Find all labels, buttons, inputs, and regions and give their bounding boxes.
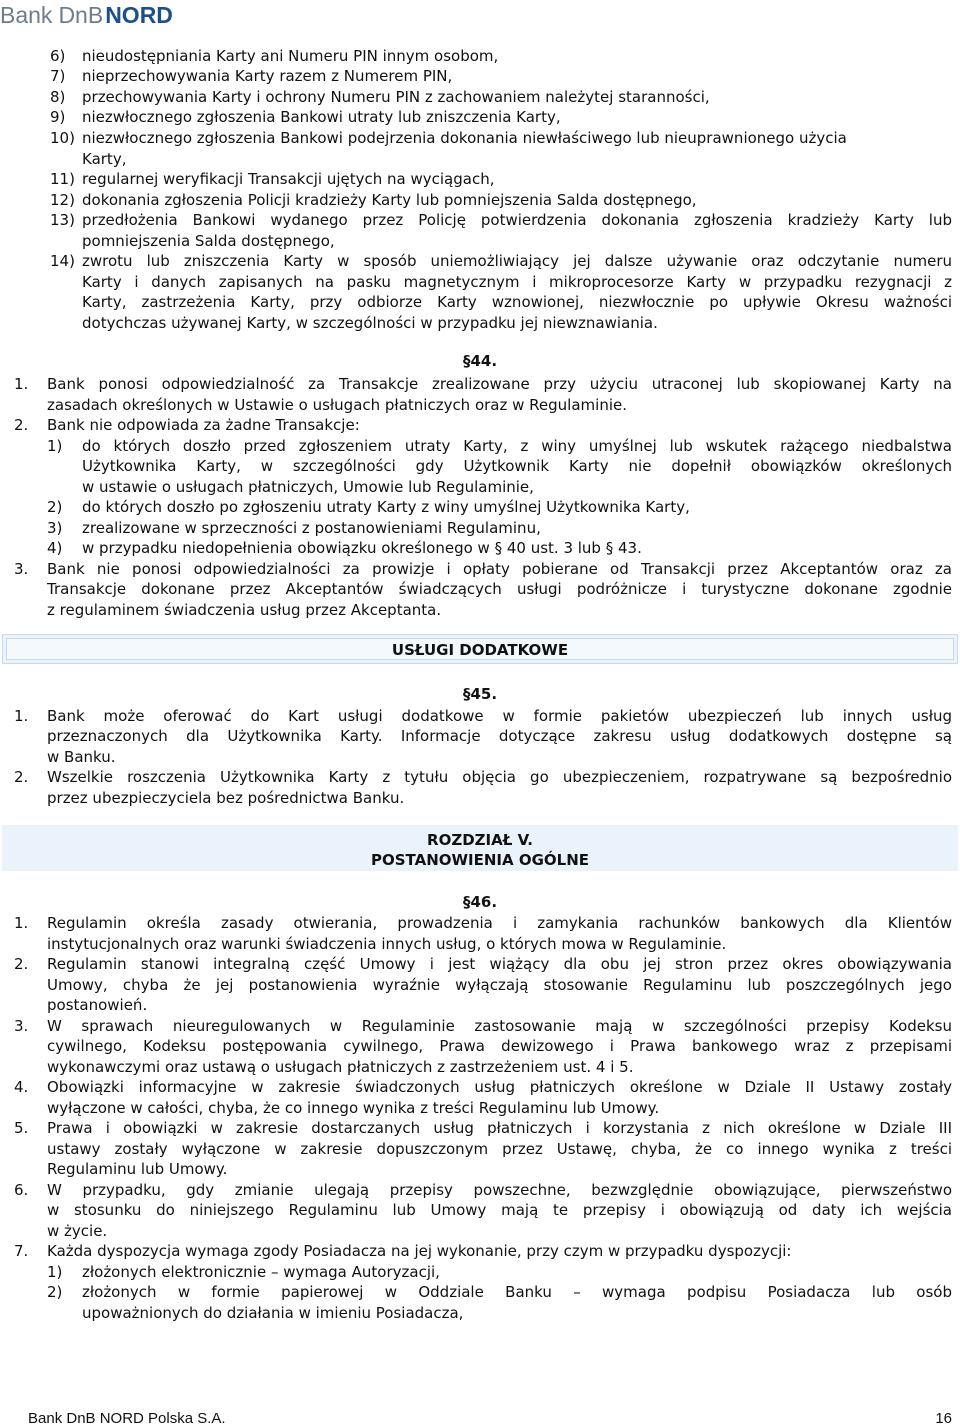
list-item-cont: Karty i danych zapisanych na pasku magnetycznym i mikroprocesorze Karty w przypadku rezygnacji z: [82, 273, 952, 291]
para-num: 4.: [14, 1078, 29, 1096]
logo-bank: Bank: [0, 2, 53, 28]
para-num: 5.: [14, 1119, 29, 1137]
list-item: niezwłocznego zgłoszenia Bankowi utraty lub zniszczenia Karty,: [82, 108, 561, 126]
list-item: Użytkownika Karty, w szczególności gdy Użytkownik Karty nie dopełnił obowiązków określonych: [82, 457, 952, 475]
list-item-cont: pomniejszenia Salda dostępnego,: [82, 232, 335, 250]
para-num: 1.: [14, 707, 29, 725]
para-num: 6.: [14, 1181, 29, 1199]
para-num: 3.: [14, 560, 29, 578]
text-part: 43.: [613, 539, 642, 557]
list-item: przedłożenia Bankowi wydanego przez Policję potwierdzenia dokonania zgłoszenia kradzieży Karty lub: [82, 211, 952, 229]
paragraph-line: w Banku.: [47, 748, 116, 766]
para-num: 2.: [14, 416, 29, 434]
text-part: 40 ust. 3 lub: [502, 539, 606, 557]
paragraph-line: Obowiązki informacyjne w zakresie świadczonych usług płatniczych określone w Dziale II Ustawy zostały: [47, 1078, 952, 1096]
list-item: złożonych w formie papierowej w Oddziale Banku – wymaga podpisu Posiadacza lub osób: [82, 1283, 952, 1301]
paragraph-line: przeznaczonych dla Użytkownika Karty. Informacje dotyczące zakresu usług dodatkowych dostępne są: [47, 727, 952, 745]
paragraph-line: instytucjonalnych oraz warunki świadczenia innych usług, o których mowa w Regulaminie.: [47, 935, 727, 953]
paragraph-line: postanowień.: [47, 996, 148, 1014]
para-num: 3.: [14, 1017, 29, 1035]
section-sign: §: [462, 685, 471, 703]
paragraph-line: Wszelkie roszczenia Użytkownika Karty z tytułu objęcia go ubezpieczeniem, rozpatrywane są bezpośrednio: [47, 768, 952, 786]
logo-dnb: DnB: [58, 2, 104, 28]
list-item: dokonania zgłoszenia Policji kradzieży Karty lub pomniejszenia Salda dostępnego,: [82, 191, 697, 209]
paragraph-line: Regulaminu lub Umowy.: [47, 1160, 228, 1178]
list-num: 14): [50, 252, 75, 270]
paragraph-line: W sprawach nieuregulowanych w Regulaminie zastosowanie mają w szczególności przepisy Kodeksu: [47, 1017, 952, 1035]
list-num: 8): [50, 88, 66, 106]
list-item: zrealizowane w sprzeczności z postanowieniami Regulaminu,: [82, 519, 541, 537]
section-sign: §: [462, 352, 471, 370]
section-sign: §: [494, 539, 503, 557]
para-num: 1.: [14, 914, 29, 932]
paragraph-line: z regulaminem świadczenia usług przez Akceptanta.: [47, 601, 442, 619]
list-item: upoważnionych do działania w imieniu Posiadacza,: [82, 1304, 464, 1322]
section-number: 46.: [470, 893, 498, 911]
paragraph-line: Regulamin określa zasady otwierania, prowadzenia i zamykania rachunków bankowych dla Klientów: [47, 914, 952, 932]
list-item: w ustawie o usługach płatniczych, Umowie lub Regulaminie,: [82, 478, 534, 496]
list-item-cont: Karty, zastrzeżenia Karty, przy odbiorze Karty wznowionej, niezwłocznie po upływie Okresu ważności: [82, 293, 952, 311]
bank-logo: [0, 2, 173, 28]
list-item: niezwłocznego zgłoszenia Bankowi podejrzenia dokonania niewłaściwego lub nieuprawnionego użycia: [82, 129, 847, 147]
page-number: 16: [935, 1410, 952, 1427]
paragraph-line: cywilnego, Kodeksu postępowania cywilnego, Prawa dewizowego i Prawa bankowego wraz z przepisami: [47, 1037, 952, 1055]
list-item: przechowywania Karty i ochrony Numeru PIN z zachowaniem należytej staranności,: [82, 88, 710, 106]
list-item: do których doszło po zgłoszeniu utraty Karty z winy umyślnej Użytkownika Karty,: [82, 498, 690, 516]
footer-company: Bank DnB NORD Polska S.A.: [28, 1410, 226, 1427]
para-num: 2.: [14, 768, 29, 786]
paragraph-line: Umowy, chyba że jej postanowienia wyraźnie wyłączają stosowanie Regulaminu lub poszczególnych jego: [47, 976, 952, 994]
paragraph-line: ustawy zostały wyłączone w zakresie dopuszczonym przez Ustawę, chyba, że co innego wynika z treści: [47, 1140, 952, 1158]
list-num: 6): [50, 47, 66, 65]
text-part: w przypadku niedopełnienia obowiązku określonego w: [82, 539, 495, 557]
list-item: nieudostępniania Karty ani Numeru PIN innym osobom,: [82, 47, 499, 65]
paragraph-line: Bank ponosi odpowiedzialność za Transakcje zrealizowane przy użyciu utraconej lub skopiowanej Karty na: [47, 375, 952, 393]
list-item: regularnej weryfikacji Transakcji ujętych na wyciągach,: [82, 170, 495, 188]
section-sign: §: [605, 539, 614, 557]
paragraph-line: w stosunku do niniejszego Regulaminu lub Umowy mają te przepisy i obowiązują od daty ich wejścia: [47, 1201, 952, 1219]
list-num: 13): [50, 211, 75, 229]
list-num: 1): [47, 1263, 63, 1281]
paragraph-line: Prawa i obowiązki w zakresie dostarczanych usług płatniczych i korzystania z nich określone w Dziale III: [47, 1119, 952, 1137]
list-num: 3): [47, 519, 63, 537]
paragraph-line: W przypadku, gdy zmianie ulegają przepisy powszechne, bezwzględnie obowiązujące, pierwszeństwo: [47, 1181, 952, 1199]
para-num: 7.: [14, 1242, 29, 1260]
list-num: 12): [50, 191, 75, 209]
list-num: 7): [50, 67, 66, 85]
paragraph-line: wyłączone w całości, chyba, że co innego wynika z treści Regulaminu lub Umowy.: [47, 1099, 660, 1117]
section-title-46: [0, 893, 960, 911]
paragraph-line: Bank nie ponosi odpowiedzialności za prowizje i opłaty pobierane od Transakcji przez Akceptantów oraz za: [47, 560, 952, 578]
paragraph-line: w życie.: [47, 1222, 108, 1240]
section-number: 45.: [470, 685, 498, 703]
paragraph-line: przez ubezpieczyciela bez pośrednictwa Banku.: [47, 789, 405, 807]
paragraph-line: Każda dyspozycja wymaga zgody Posiadacza na jej wykonanie, przy czym w przypadku dyspozycji:: [47, 1242, 792, 1260]
section-title-44: [0, 352, 960, 370]
list-item: złożonych elektronicznie – wymaga Autoryzacji,: [82, 1263, 440, 1281]
list-num: 2): [47, 498, 63, 516]
paragraph-line: wykonawczymi oraz ustawą o usługach płatniczych z zastrzeżeniem ust. 4 i 5.: [47, 1058, 634, 1076]
list-num: 9): [50, 108, 66, 126]
paragraph-line: zasadach określonych w Ustawie o usługach płatniczych oraz w Regulaminie.: [47, 396, 627, 414]
list-num: 1): [47, 437, 63, 455]
list-item: do których doszło przed zgłoszeniem utraty Karty, z winy umyślnej lub wskutek rażącego niedbalstwa: [82, 437, 952, 455]
list-item: zwrotu lub zniszczenia Karty w sposób uniemożliwiający jej dalsze używanie oraz odczytanie numeru: [82, 252, 952, 270]
para-num: 1.: [14, 375, 29, 393]
paragraph-line: Regulamin stanowi integralną część Umowy i jest wiążący dla obu jej stron przez okres obowiązywania: [47, 955, 952, 973]
banner-title: USŁUGI DODATKOWE: [391, 641, 569, 659]
chapter-title: ROZDZIAŁ V.: [427, 831, 533, 849]
chapter-subtitle: POSTANOWIENIA OGÓLNE: [370, 851, 590, 869]
section-number: 44.: [470, 352, 498, 370]
list-num: 2): [47, 1283, 63, 1301]
para-num: 2.: [14, 955, 29, 973]
list-num: 4): [47, 539, 63, 557]
paragraph-line: Transakcje dokonane przez Akceptantów świadczących usługi podróżnicze i turystyczne dokonane zgodnie: [47, 580, 952, 598]
logo-nord: NORD: [105, 2, 173, 28]
paragraph-line: Bank nie odpowiada za żadne Transakcje:: [47, 416, 360, 434]
section-sign: §: [462, 893, 471, 911]
list-num: 11): [50, 170, 75, 188]
list-item: [82, 539, 642, 557]
section-title-45: [0, 685, 960, 703]
list-item-cont: dotychczas używanej Karty, w szczególności w przypadku jej niewznawiania.: [82, 314, 658, 332]
paragraph-line: Bank może oferować do Kart usługi dodatkowe w formie pakietów ubezpieczeń lub innych usług: [47, 707, 952, 725]
list-num: 10): [50, 129, 75, 147]
list-item: nieprzechowywania Karty razem z Numerem PIN,: [82, 67, 453, 85]
list-item-cont: Karty,: [82, 150, 127, 168]
